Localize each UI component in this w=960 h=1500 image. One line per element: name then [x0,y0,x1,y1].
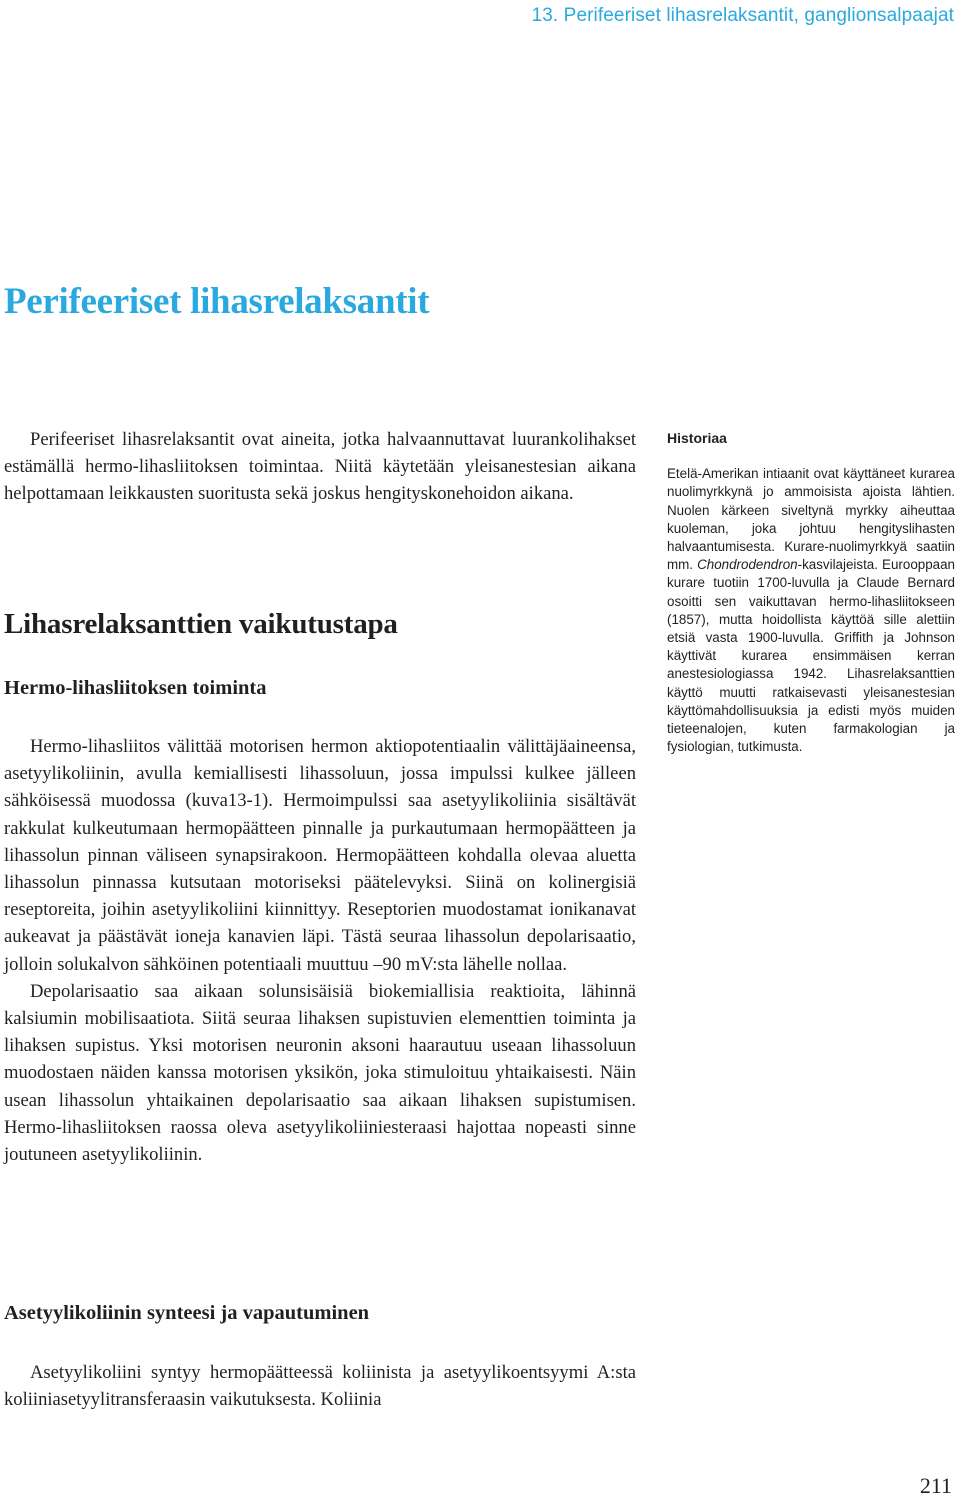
sidebar-text [667,465,955,756]
sidebar-title: Historiaa [667,430,727,446]
intro-section [4,426,636,508]
bold-heading: Asetyylikoliinin synteesi ja vapautuminen [4,1302,370,1324]
chapter-title: Perifeeriset lihasrelaksantit [4,281,430,322]
subsection-heading: Hermo-lihasliitoksen toiminta [4,677,267,699]
body-text-2 [4,1359,636,1413]
sidebar-italic-term: Chondrodendron [697,557,798,573]
intro-paragraph: Perifeeriset lihasrelaksantit ovat aineita, jotka halvaannuttavat luurankolihakset estämällä hermo-lihasliitoksen toimintaa. Niitä käytetään yleisanestesian aikana helpottamaan leikkausten suoritusta sekä joskus hengityskonehoidon aikana. [4,429,636,505]
body2-paragraph: Asetyylikoliini syntyy hermopäätteessä koliinista ja asetyylikoentsyymi A:sta koliiniasetyylitransferaasin vaikutuksesta. Koliinia [4,1362,636,1411]
body-text [4,733,636,1168]
sidebar-text-part-2: -kasvilajeista. Eurooppaan kurare tuotiin 1700-luvulla ja Claude Bernard osoitti sen vaikuttavan hermo-lihasliitokseen (1857), mutta hoidollista käyttöä sille alettiin etsiä vasta 1900-luvulla. Griffith ja Johnson käyttivät kurarea ensimmäisen kerran anestesiologiassa 1942. Lihasrelaksanttien käyttö muutti ratkaisevasti yleisanestesian käyttömahdollisuuksia ja edisti myös muiden tieteenalojen, kuten farmakologian ja fysiologian, tutkimusta. [667,557,956,755]
section-heading: Lihasrelaksanttien vaikutustapa [4,608,398,640]
history-sidebar [667,429,955,756]
page-number: 211 [919,1473,952,1498]
sidebar-text-part-1: Etelä-Amerikan intiaanit ovat käyttäneet kurarea nuolimyrkkynä jo ammoisista ajoista lähtien. Nuolen kärkeen siveltynä myrkky aiheuttaa kuoleman, joka johtuu hengityslihasten halvaantumisesta. Kurare-nuolimyrkkyä saatiin mm. [667,466,955,573]
body-paragraph-2: Depolarisaatio saa aikaan solunsisäisiä biokemiallisia reaktioita, lähinnä kalsiumin mobilisaatiota. Siitä seuraa lihaksen supistuvien elementtien toiminta ja lihaksen supistus. Yksi motorisen neuronin aksoni haarautuu useaan lihassoluun muodostaen näiden kanssa motorisen yksikön, joka stimuloituu yhtaikaisesti. Näin usean lihassolun yhtaikainen depolarisaatio saa aikaan lihaksen supistumisen. Hermo-lihasliitoksen raossa oleva asetyylikoliiniesteraasi hajottaa nopeasti sinne joutuneen asetyylikoliinin. [4,980,636,1166]
body-paragraph-1: Hermo-lihasliitos välittää motorisen hermon aktiopotentiaalin välittäjäaineensa, asetyylikoliinin, avulla kemiallisesti lihassoluun, jossa impulssi kulkee jälleen sähköisessä muodossa (kuva13-1). Hermoimpulssi saa asetyylikoliinia sisältävät rakkulat kulkeutumaan hermopäätteen pinnalle ja purkautumaan hermopäätteen ja lihassolun pinnan väliseen synapsirakoon. Hermopäätteen kohdalla olevaa aluetta lihassolun pinnassa kutsutaan motoriseksi päätelevyksi. Siinä on kolinergisiä reseptoreita, joihin asetyylikoliini kiinnittyy. Reseptorien muodostamat ionikanavat aukeavat ja päästävät ioneja kanavien läpi. Tästä seuraa lihassolun depolarisaatio, jolloin solukalvon sähköinen potentiaali muuttuu –90 mV:sta lähelle nollaa. [4,736,636,975]
running-header: 13. Perifeeriset lihasrelaksantit, ganglionsalpaajat [531,5,954,26]
